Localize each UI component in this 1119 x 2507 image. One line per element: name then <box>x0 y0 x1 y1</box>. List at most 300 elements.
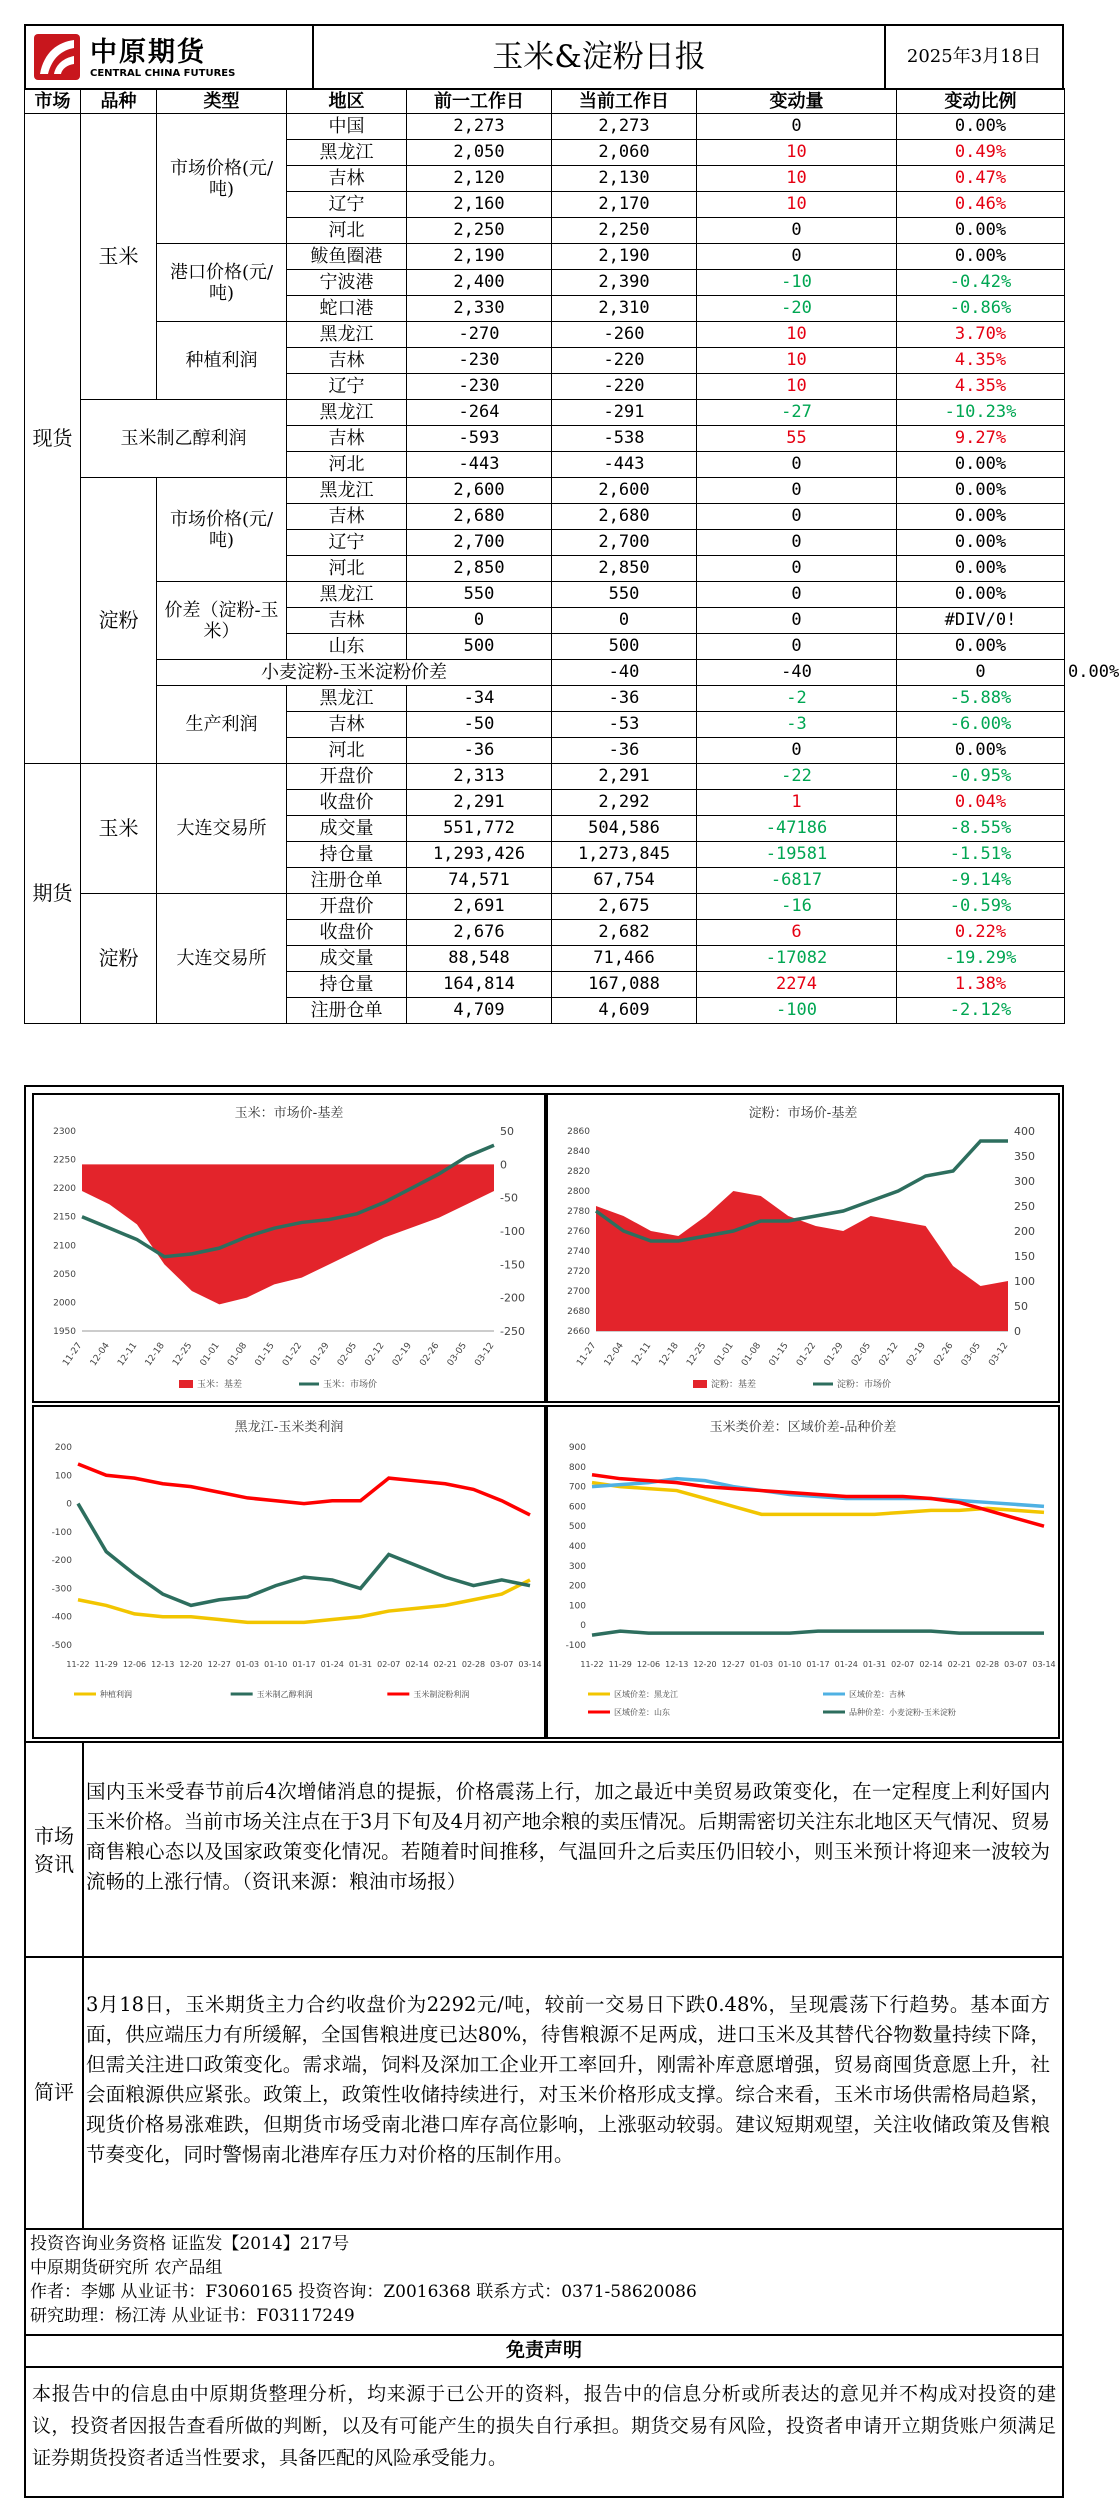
x-tick-label: 12-18 <box>143 1340 167 1369</box>
x-tick-label: 12-20 <box>179 1660 203 1669</box>
cell-prev: 1,293,426 <box>407 842 552 868</box>
cell-region: 成交量 <box>287 816 407 842</box>
logo-mark-icon <box>34 34 80 80</box>
y-tick-label: 2860 <box>567 1127 590 1137</box>
y-tick-label: 2050 <box>53 1269 76 1280</box>
cell-chg: -16 <box>697 894 897 920</box>
y-tick-label: 200 <box>54 1443 72 1453</box>
license-line: 投资咨询业务资格 证监发【2014】217号 <box>30 2234 350 2254</box>
type-cell: 市场价格(元/吨) <box>157 478 287 582</box>
y-tick-label: 2820 <box>567 1167 590 1177</box>
cell-curr: 2,310 <box>552 296 697 322</box>
disclaimer-section <box>24 2366 1064 2498</box>
x-tick-label: 12-18 <box>657 1340 681 1369</box>
x-tick-label: 02-21 <box>433 1660 457 1669</box>
y-tick-label: -400 <box>51 1612 72 1623</box>
cell-pct: 0.00% <box>897 218 1065 244</box>
y-tick-label: -200 <box>51 1556 72 1567</box>
cell-chg: -6817 <box>697 868 897 894</box>
table-row <box>25 764 1065 790</box>
x-tick-label: 01-24 <box>320 1660 344 1669</box>
cell-chg: 10 <box>697 348 897 374</box>
cell-chg: 0 <box>697 114 897 140</box>
cell-pct: 3.70% <box>897 322 1065 348</box>
cell-pct: -2.12% <box>897 998 1065 1024</box>
cell-curr: -40 <box>697 660 897 686</box>
cell-prev: 2,291 <box>407 790 552 816</box>
cell-curr: -36 <box>552 686 697 712</box>
cell-region: 吉林 <box>287 712 407 738</box>
cell-curr: 2,682 <box>552 920 697 946</box>
cell-curr: -36 <box>552 738 697 764</box>
x-tick-label: 02-07 <box>377 1660 401 1669</box>
dept-line: 中原期货研究所 农产品组 <box>30 2258 223 2278</box>
disclaimer-text: 本报告中的信息由中原期货整理分析，均来源于已公开的资料，报告中的信息分析或所表达的意见并不构成对投资的建议，投资者因报告查看所做的判断，以及有可能产生的损失自行承担。期货交易有风险，投资者申请开立期货账户须满足证券期货投资者适当性要求，具备匹配的风险承受能力。 <box>32 2383 1056 2469</box>
y-tick-label: 50 <box>1014 1300 1028 1313</box>
y-tick-label: 1950 <box>53 1327 76 1337</box>
cell-region: 河北 <box>287 218 407 244</box>
cell-region: 黑龙江 <box>287 140 407 166</box>
cell-region: 吉林 <box>287 608 407 634</box>
cell-curr: 2,680 <box>552 504 697 530</box>
legend-swatch <box>693 1380 707 1388</box>
market-news-section <box>24 1741 1064 1958</box>
cell-region: 成交量 <box>287 946 407 972</box>
cell-region: 黑龙江 <box>287 322 407 348</box>
cell-region: 山东 <box>287 634 407 660</box>
comment-text: 3月18日，玉米期货主力合约收盘价为2292元/吨，较前一交易日下跌0.48%，呈现震荡下行趋势。基本面方面，供应端压力有所缓解，全国售粮进度已达80%，待售粮源不足两成，进口玉米及其替代谷物数量持续下降，但需关注进口政策变化。需求端，饲料及深加工企业开工率回升，刚需补库意愿增强，贸易商囤货意愿上升，社会面粮源供应紧张。政策上，政策性收储持续进行，对玉米价格形成支撑。综合来看，玉米市场供需格局趋紧，现货价格易涨难跌，但期货市场受南北港口库存高位影响，上涨驱动较弱。建议短期观望，关注收储政策及售粮节奏变化，同时警惕南北港库存压力对价格的压制作用。 <box>86 1993 1050 2166</box>
cell-curr: 1,273,845 <box>552 842 697 868</box>
type-cell: 生产利润 <box>157 686 287 764</box>
cell-prev: 2,250 <box>407 218 552 244</box>
cell-chg: 2274 <box>697 972 897 998</box>
cell-chg: -22 <box>697 764 897 790</box>
y-tick-label: -200 <box>500 1291 525 1305</box>
x-tick-label: 03-05 <box>445 1340 469 1369</box>
cell-curr: -260 <box>552 322 697 348</box>
x-tick-label: 02-21 <box>947 1660 971 1669</box>
cell-prev: 2,160 <box>407 192 552 218</box>
cell-chg: -19581 <box>697 842 897 868</box>
x-tick-label: 12-04 <box>602 1340 626 1369</box>
y-tick-label: 0 <box>500 1158 507 1172</box>
cell-pct: 0.00% <box>897 530 1065 556</box>
x-tick-label: 01-03 <box>235 1660 260 1669</box>
legend-label: 品种价差：小麦淀粉-玉米淀粉 <box>849 1708 956 1717</box>
x-tick-label: 01-17 <box>806 1660 830 1669</box>
x-tick-label: 01-10 <box>778 1660 802 1669</box>
cell-curr: 2,170 <box>552 192 697 218</box>
cell-chg: 10 <box>697 192 897 218</box>
cell-region: 吉林 <box>287 504 407 530</box>
logo-text-cn: 中原期货 <box>90 37 206 68</box>
cell-pct: -19.29% <box>897 946 1065 972</box>
cell-chg: 0 <box>697 218 897 244</box>
table-row <box>25 400 1065 426</box>
cell-curr: 2,292 <box>552 790 697 816</box>
col-header: 地区 <box>287 89 407 114</box>
cell-region: 收盘价 <box>287 790 407 816</box>
chart-title: 玉米：市场价-基差 <box>234 1106 344 1121</box>
table-row: 小麦淀粉-玉米淀粉价差 -40 -40 0 0.00% <box>25 660 1065 686</box>
cell-chg: 0 <box>697 634 897 660</box>
x-tick-label: 01-31 <box>348 1660 373 1669</box>
series-line <box>78 1504 530 1606</box>
cell-pct: -0.95% <box>897 764 1065 790</box>
product-cell: 玉米 <box>81 764 157 894</box>
y-tick-label: -100 <box>51 1527 72 1538</box>
table-row <box>25 582 1065 608</box>
cell-region: 蛇口港 <box>287 296 407 322</box>
product-cell: 玉米 <box>81 114 157 400</box>
y-tick-label: 50 <box>500 1125 514 1138</box>
cell-prev: -270 <box>407 322 552 348</box>
y-tick-label: 2000 <box>53 1298 76 1309</box>
chart-spread <box>546 1405 1060 1739</box>
x-tick-label: 02-19 <box>904 1340 929 1369</box>
cell-prev: 2,120 <box>407 166 552 192</box>
cell-prev: -34 <box>407 686 552 712</box>
y-tick-label: 2300 <box>53 1127 76 1137</box>
cell-curr: -220 <box>552 348 697 374</box>
x-tick-label: 01-17 <box>292 1660 316 1669</box>
cell-curr: 2,600 <box>552 478 697 504</box>
cell-prev: -443 <box>407 452 552 478</box>
y-tick-label: 2780 <box>567 1207 590 1217</box>
cell-prev: -40 <box>552 660 697 686</box>
cell-pct: -5.88% <box>897 686 1065 712</box>
legend-label: 区域价差：黑龙江 <box>614 1690 678 1699</box>
cell-prev: 2,313 <box>407 764 552 790</box>
report-date: 2025年3月18日 <box>906 46 1042 67</box>
market-cell: 现货 <box>25 114 81 764</box>
y-tick-label: 400 <box>568 1542 586 1552</box>
x-tick-label: 03-12 <box>473 1340 497 1369</box>
cell-pct: -1.51% <box>897 842 1065 868</box>
y-tick-label: 2760 <box>567 1227 590 1237</box>
x-tick-label: 03-07 <box>490 1660 514 1669</box>
x-tick-label: 12-13 <box>665 1660 689 1669</box>
price-table <box>24 88 1119 1024</box>
y-tick-label: 2720 <box>567 1267 590 1277</box>
cell-pct: 0.04% <box>897 790 1065 816</box>
table-row <box>25 478 1065 504</box>
series-line <box>78 1580 530 1622</box>
chart-svg <box>34 1095 544 1401</box>
cell-curr: -53 <box>552 712 697 738</box>
chart-title: 黑龙江-玉米类利润 <box>234 1420 344 1435</box>
cell-chg: 55 <box>697 426 897 452</box>
cell-region: 河北 <box>287 452 407 478</box>
cell-region: 黑龙江 <box>287 400 407 426</box>
cell-chg: 0 <box>697 452 897 478</box>
cell-chg: -17082 <box>697 946 897 972</box>
cell-region: 开盘价 <box>287 764 407 790</box>
cell-chg: 0 <box>697 556 897 582</box>
chart-heilongjiang-profit <box>32 1405 546 1739</box>
cell-prev: -593 <box>407 426 552 452</box>
y-tick-label: 2150 <box>53 1212 76 1223</box>
cell-pct: 0.47% <box>897 166 1065 192</box>
cell-pct: 0.00% <box>897 556 1065 582</box>
table-row <box>25 686 1065 712</box>
legend-label: 区域价差：山东 <box>614 1708 670 1717</box>
cell-chg: 0 <box>697 530 897 556</box>
cell-chg: -100 <box>697 998 897 1024</box>
cell-chg: 10 <box>697 166 897 192</box>
x-tick-label: 11-29 <box>608 1660 632 1669</box>
cell-region: 河北 <box>287 738 407 764</box>
cell-curr: 2,190 <box>552 244 697 270</box>
y-tick-label: 250 <box>1014 1200 1035 1213</box>
logo-text-en: CENTRAL CHINA FUTURES <box>90 68 236 79</box>
x-tick-label: 02-28 <box>975 1660 1000 1669</box>
y-tick-label: 2700 <box>567 1287 590 1297</box>
x-tick-label: 12-27 <box>207 1660 231 1669</box>
cell-region: 黑龙江 <box>287 582 407 608</box>
cell-region: 河北 <box>287 556 407 582</box>
cell-region: 吉林 <box>287 166 407 192</box>
col-header: 前一工作日 <box>407 89 552 114</box>
cell-pct: 0.00% <box>897 244 1065 270</box>
type-cell: 种植利润 <box>157 322 287 400</box>
cell-curr: 2,273 <box>552 114 697 140</box>
cell-chg: 0 <box>697 244 897 270</box>
y-tick-label: -50 <box>500 1191 518 1205</box>
author-info <box>24 2228 1064 2336</box>
y-tick-label: 100 <box>54 1471 72 1482</box>
cell-chg: 0 <box>697 582 897 608</box>
y-tick-label: 0 <box>66 1499 72 1510</box>
cell-curr: 2,130 <box>552 166 697 192</box>
y-tick-label: 2100 <box>53 1241 76 1252</box>
cell-region: 收盘价 <box>287 920 407 946</box>
x-tick-label: 03-12 <box>987 1340 1011 1369</box>
cell-pct: 0.49% <box>897 140 1065 166</box>
type-cell: 小麦淀粉-玉米淀粉价差 <box>157 660 552 686</box>
table-row <box>25 322 1065 348</box>
y-tick-label: 100 <box>1014 1275 1035 1288</box>
cell-pct: -6.00% <box>897 712 1065 738</box>
cell-curr: 71,466 <box>552 946 697 972</box>
cell-chg: -2 <box>697 686 897 712</box>
chart-svg <box>548 1095 1058 1401</box>
x-tick-label: 01-22 <box>794 1340 819 1369</box>
cell-pct: 0.46% <box>897 192 1065 218</box>
x-tick-label: 11-27 <box>61 1340 85 1369</box>
x-tick-label: 12-06 <box>636 1660 661 1669</box>
cell-pct: 0.00% <box>897 504 1065 530</box>
legend-label: 区域价差：吉林 <box>849 1690 905 1699</box>
cell-chg: 0 <box>697 608 897 634</box>
cell-region: 注册仓单 <box>287 998 407 1024</box>
y-tick-label: -100 <box>565 1641 586 1651</box>
cell-chg: -10 <box>697 270 897 296</box>
cell-prev: 2,691 <box>407 894 552 920</box>
chart-title: 淀粉：市场价-基差 <box>748 1106 858 1121</box>
cell-chg: 0 <box>897 660 1065 686</box>
x-tick-label: 02-28 <box>461 1660 486 1669</box>
cell-prev: 164,814 <box>407 972 552 998</box>
cell-curr: 2,850 <box>552 556 697 582</box>
y-tick-label: -500 <box>51 1641 72 1651</box>
cell-region: 开盘价 <box>287 894 407 920</box>
cell-curr: 2,250 <box>552 218 697 244</box>
cell-prev: 2,850 <box>407 556 552 582</box>
series-line <box>78 1464 530 1515</box>
x-tick-label: 02-19 <box>390 1340 415 1369</box>
y-tick-label: 700 <box>568 1482 586 1493</box>
x-tick-label: 12-20 <box>693 1660 717 1669</box>
cell-chg: -20 <box>697 296 897 322</box>
y-tick-label: 500 <box>568 1522 586 1533</box>
cell-prev: -264 <box>407 400 552 426</box>
type-cell: 大连交易所 <box>157 894 287 1024</box>
cell-prev: -230 <box>407 374 552 400</box>
y-tick-label: 0 <box>580 1621 586 1632</box>
cell-chg: 10 <box>697 374 897 400</box>
x-tick-label: 12-13 <box>151 1660 175 1669</box>
table-row <box>25 244 1065 270</box>
x-tick-label: 12-25 <box>171 1340 195 1369</box>
col-header: 当前工作日 <box>552 89 697 114</box>
y-tick-label: 900 <box>568 1443 586 1453</box>
assistant-line: 研究助理：杨江涛 从业证书：F03117249 <box>30 2306 355 2326</box>
cell-prev: 88,548 <box>407 946 552 972</box>
x-tick-label: 02-26 <box>418 1340 442 1369</box>
company-logo <box>26 26 314 88</box>
x-tick-label: 02-14 <box>919 1660 943 1669</box>
cell-prev: 2,050 <box>407 140 552 166</box>
cell-region: 注册仓单 <box>287 868 407 894</box>
cell-chg: -47186 <box>697 816 897 842</box>
x-tick-label: 02-07 <box>891 1660 915 1669</box>
x-tick-label: 02-12 <box>877 1340 901 1369</box>
cell-curr: -220 <box>552 374 697 400</box>
chart-corn-price-basis <box>32 1093 546 1403</box>
legend-swatch <box>179 1380 193 1388</box>
col-header: 市场 <box>25 89 81 114</box>
cell-pct: -0.59% <box>897 894 1065 920</box>
legend-label: 淀粉：基差 <box>711 1380 757 1390</box>
col-header: 品种 <box>81 89 157 114</box>
cell-curr: -443 <box>552 452 697 478</box>
x-tick-label: 11-22 <box>580 1660 604 1669</box>
cell-pct: -10.23% <box>897 400 1065 426</box>
series-line <box>592 1631 1044 1635</box>
type-cell: 玉米制乙醇利润 <box>81 400 287 478</box>
x-tick-label: 12-27 <box>721 1660 745 1669</box>
chart-svg <box>548 1407 1058 1737</box>
cell-curr: 167,088 <box>552 972 697 998</box>
x-tick-label: 02-14 <box>405 1660 429 1669</box>
cell-curr: 2,675 <box>552 894 697 920</box>
cell-pct: 0.00% <box>897 452 1065 478</box>
cell-pct: -8.55% <box>897 816 1065 842</box>
cell-chg: 10 <box>697 140 897 166</box>
y-tick-label: 2660 <box>567 1327 590 1337</box>
y-tick-label: 0 <box>1014 1325 1021 1338</box>
cell-curr: 500 <box>552 634 697 660</box>
x-tick-label: 11-27 <box>575 1340 599 1369</box>
product-cell: 淀粉 <box>81 894 157 1024</box>
y-tick-label: 200 <box>568 1581 586 1592</box>
x-tick-label: 03-14 <box>518 1660 542 1669</box>
x-tick-label: 11-22 <box>66 1660 90 1669</box>
cell-region: 中国 <box>287 114 407 140</box>
y-tick-label: 2800 <box>567 1187 590 1197</box>
x-tick-label: 01-29 <box>308 1340 332 1369</box>
chart-title: 玉米类价差：区域价差-品种价差 <box>709 1420 897 1435</box>
comment-section <box>24 1956 1064 2230</box>
col-header: 变动比例 <box>897 89 1065 114</box>
cell-prev: 500 <box>407 634 552 660</box>
cell-prev: 2,700 <box>407 530 552 556</box>
cell-curr: 2,700 <box>552 530 697 556</box>
y-tick-label: -250 <box>500 1325 525 1338</box>
cell-prev: 550 <box>407 582 552 608</box>
y-tick-label: 800 <box>568 1462 586 1473</box>
cell-chg: 0 <box>697 478 897 504</box>
cell-region: 持仓量 <box>287 972 407 998</box>
cell-prev: 551,772 <box>407 816 552 842</box>
cell-region: 持仓量 <box>287 842 407 868</box>
cell-pct: 9.27% <box>897 426 1065 452</box>
y-tick-label: 200 <box>1014 1225 1035 1238</box>
report-header <box>24 24 1064 90</box>
table-row <box>25 894 1065 920</box>
cell-region: 辽宁 <box>287 530 407 556</box>
y-tick-label: -100 <box>500 1225 525 1238</box>
x-tick-label: 01-29 <box>822 1340 846 1369</box>
legend-label: 玉米制淀粉利润 <box>413 1690 470 1699</box>
cell-region: 吉林 <box>287 426 407 452</box>
x-tick-label: 01-24 <box>834 1660 858 1669</box>
cell-curr: 2,390 <box>552 270 697 296</box>
x-tick-label: 12-04 <box>88 1340 112 1369</box>
market-news-label: 市场资讯 <box>26 1743 84 1956</box>
x-tick-label: 12-11 <box>630 1340 654 1369</box>
y-tick-label: -300 <box>51 1584 72 1595</box>
cell-pct: 0.00% <box>897 738 1065 764</box>
charts-panel <box>24 1085 1064 1743</box>
col-header: 变动量 <box>697 89 897 114</box>
y-tick-label: 100 <box>568 1601 586 1612</box>
cell-chg: -3 <box>697 712 897 738</box>
y-tick-label: 300 <box>1014 1175 1035 1188</box>
x-tick-label: 01-01 <box>712 1340 736 1369</box>
type-cell: 价差（淀粉-玉米） <box>157 582 287 660</box>
cell-pct: 0.22% <box>897 920 1065 946</box>
y-tick-label: 300 <box>568 1561 586 1572</box>
legend-label: 淀粉：市场价 <box>837 1380 892 1390</box>
legend-label: 玉米：市场价 <box>323 1380 378 1390</box>
table-header-row <box>25 89 1065 114</box>
author-line: 作者：李娜 从业证书：F3060165 投资咨询：Z0016368 联系方式：0371-58620086 <box>30 2282 697 2302</box>
y-tick-label: -150 <box>500 1258 525 1272</box>
cell-region: 黑龙江 <box>287 478 407 504</box>
x-tick-label: 12-25 <box>685 1340 709 1369</box>
col-header: 类型 <box>157 89 287 114</box>
x-tick-label: 01-31 <box>862 1660 887 1669</box>
report-title: 玉米&淀粉日报 <box>314 26 886 88</box>
cell-pct: -9.14% <box>897 868 1065 894</box>
y-tick-label: 2840 <box>567 1147 590 1157</box>
cell-region: 黑龙江 <box>287 686 407 712</box>
x-tick-label: 02-05 <box>849 1340 874 1369</box>
series-line <box>592 1483 1044 1515</box>
y-tick-label: 150 <box>1014 1250 1035 1263</box>
